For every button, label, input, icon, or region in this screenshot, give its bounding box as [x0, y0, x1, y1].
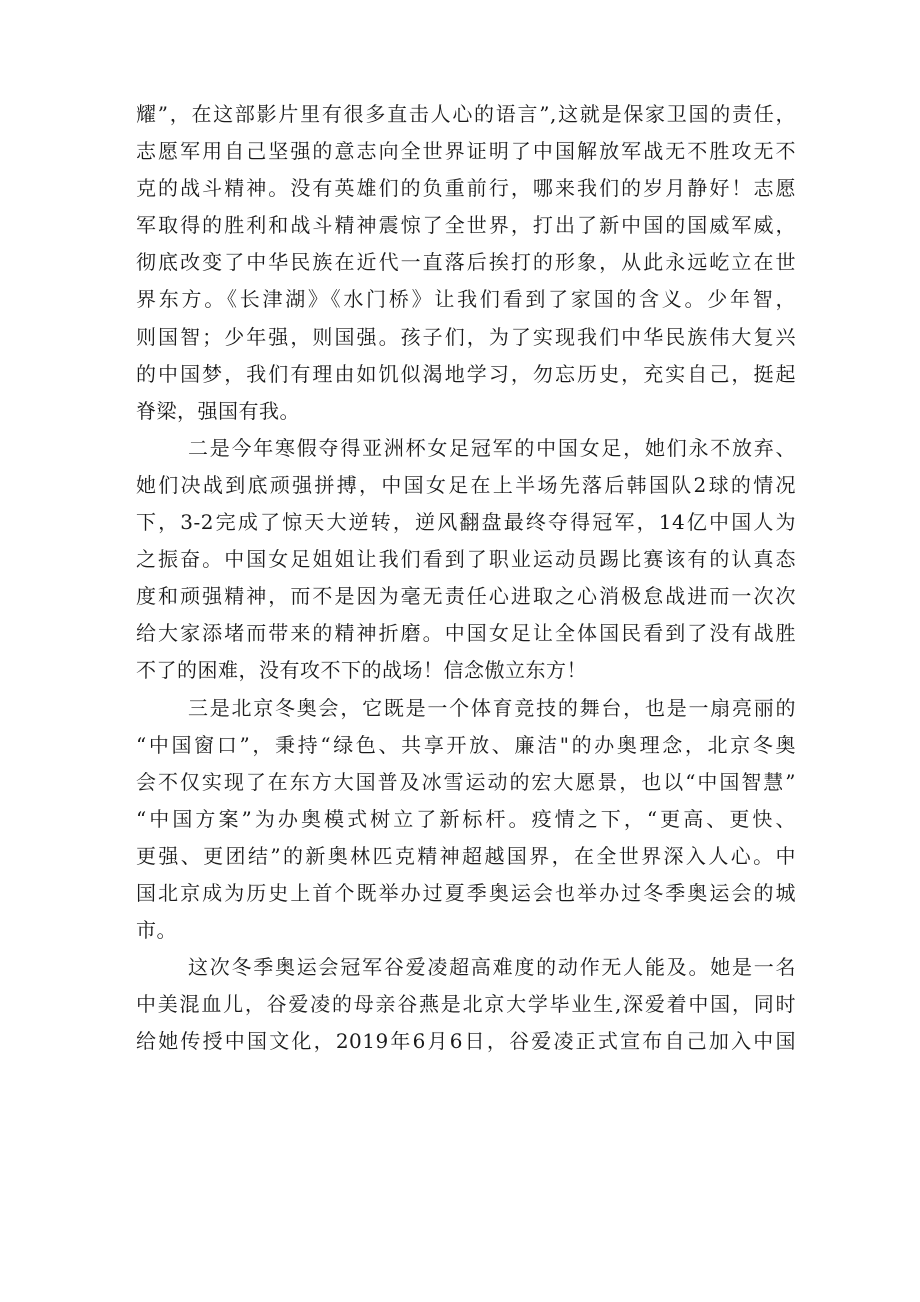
text-line: 耀”，在这部影片里有很多直击人心的语言”,这就是保家卫国的责任，: [136, 102, 796, 126]
text-line: 不了的困难，没有攻不下的战场！信念傲立东方！: [136, 658, 587, 683]
text-line: 军取得的胜利和战斗精神震惊了全世界，打出了新中国的国威军威，: [136, 213, 796, 238]
text-line: 给她传授中国文化，2019年6月6日，谷爱凌正式宣布自己加入中国: [136, 1029, 796, 1054]
text-line: 更强、更团结”的新奥林匹克精神超越国界，在全世界深入人心。中: [136, 843, 796, 868]
paragraph-1: [136, 96, 796, 430]
text-line: 二是今年寒假夺得亚洲杯女足冠军的中国女足，她们永不放弃、: [188, 435, 796, 460]
paragraph-2: [136, 430, 796, 690]
text-line: 市。: [136, 918, 177, 943]
text-line: 她们决战到底顽强拼搏，中国女足在上半场先落后韩国队2球的情况: [136, 472, 796, 497]
text-line: 下，3-2完成了惊天大逆转，逆风翻盘最终夺得冠军，14亿中国人为: [136, 510, 796, 535]
text-line: 度和顽强精神，而不是因为毫无责任心进取之心消极怠战进而一次次: [136, 584, 796, 609]
text-line: 的中国梦，我们有理由如饥似渴地学习，勿忘历史，充实自己，挺起: [136, 361, 796, 386]
text-line: 则国智；少年强，则国强。孩子们，为了实现我们中华民族伟大复兴: [136, 324, 796, 349]
text-line: 脊梁，强国有我。: [136, 398, 300, 423]
text-line: 中美混血儿，谷爱凌的母亲谷燕是北京大学毕业生,深爱着中国，同时: [136, 992, 796, 1017]
text-line: 克的战斗精神。没有英雄们的负重前行，哪来我们的岁月静好！志愿: [136, 176, 796, 201]
text-line: 这次冬季奥运会冠军谷爱凌超高难度的动作无人能及。她是一名: [188, 955, 796, 980]
text-line: “中国方案”为办奥模式树立了新标杆。疫情之下，“更高、更快、: [136, 806, 796, 831]
text-line: 之振奋。中国女足姐姐让我们看到了职业运动员踢比赛该有的认真态: [136, 547, 796, 572]
text-line: 国北京成为历史上首个既举办过夏季奥运会也举办过冬季奥运会的城: [136, 880, 796, 905]
text-line: 给大家添堵而带来的精神折磨。中国女足让全体国民看到了没有战胜: [136, 621, 796, 646]
text-line: 三是北京冬奥会，它既是一个体育竞技的舞台，也是一扇亮丽的: [188, 695, 796, 720]
text-line: 会不仅实现了在东方大国普及冰雪运动的宏大愿景，也以“中国智慧”: [136, 769, 796, 794]
text-line: 彻底改变了中华民族在近代一直落后挨打的形象，从此永远屹立在世: [136, 250, 796, 275]
paragraph-3: [136, 690, 796, 950]
document-body: [136, 96, 796, 1060]
text-line: “中国窗口”，秉持“绿色、共享开放、廉洁"的办奥理念，北京冬奥: [136, 732, 796, 757]
text-line: 志愿军用自己坚强的意志向全世界证明了中国解放军战无不胜攻无不: [136, 139, 796, 164]
text-line: 界东方。《长津湖》《水门桥》让我们看到了家国的含义。少年智，: [136, 287, 796, 312]
paragraph-4: [136, 949, 796, 1060]
